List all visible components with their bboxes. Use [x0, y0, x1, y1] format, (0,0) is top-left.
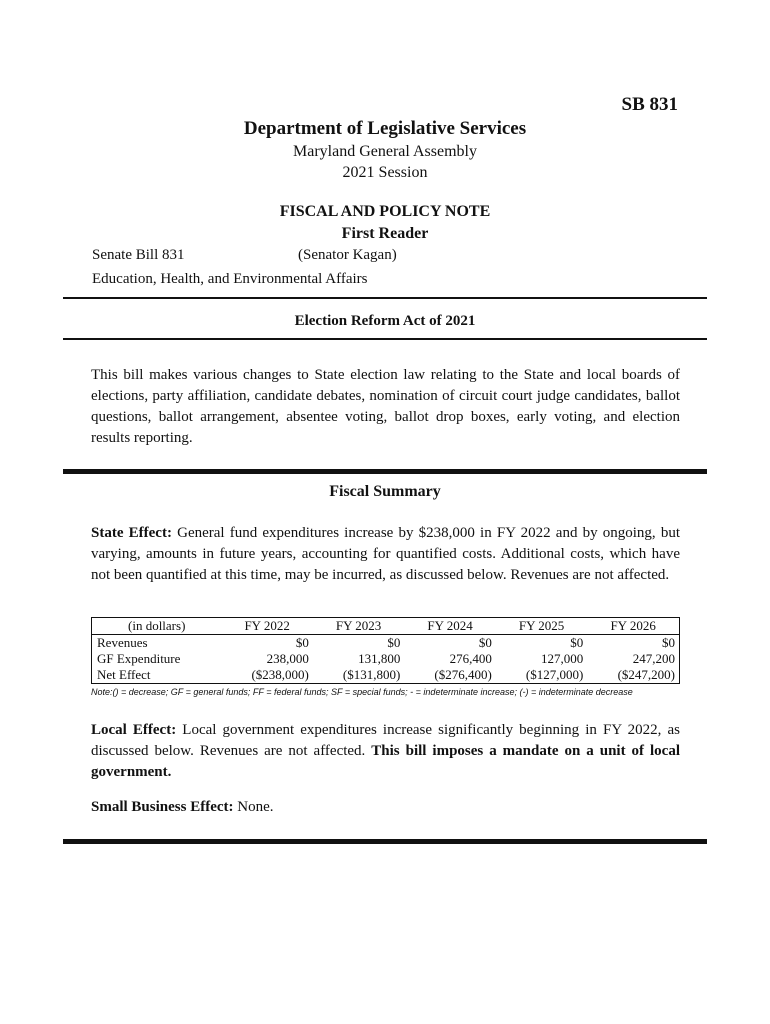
local-effect-label: Local Effect:: [91, 722, 177, 738]
table-cell: ($238,000): [251, 667, 309, 682]
table-cell: ($276,400): [434, 667, 492, 682]
fiscal-table: [91, 617, 680, 684]
table-header-row: [92, 618, 680, 635]
state-effect-text: General fund expenditures increase by $238,000 in FY 2022 and by ongoing, but varying, amounts in future years, accounting for quantified costs. Additional costs, which have not been quantified at this time, may be incurred, as discussed below. Revenues are not affected.: [91, 525, 680, 583]
table-header: FY 2025: [496, 618, 587, 635]
table-row: [92, 651, 680, 667]
table-cell: 238,000: [266, 651, 309, 666]
table-header: FY 2022: [221, 618, 312, 635]
table-cell: ($131,800): [342, 667, 401, 682]
table-cell: 127,000: [541, 651, 584, 666]
small-business-text: None.: [237, 799, 274, 815]
note-title: FISCAL AND POLICY NOTE: [279, 203, 491, 220]
local-effect: [91, 720, 680, 783]
assembly-name: Maryland General Assembly: [293, 143, 477, 160]
sponsor: (Senator Kagan): [298, 247, 397, 263]
mandate-statement: This bill imposes a mandate on a unit of local government.: [91, 743, 680, 780]
state-effect: [91, 523, 680, 586]
table-cell: $0: [570, 635, 584, 650]
row-label: Net Effect: [97, 667, 151, 682]
table-cell: 276,400: [449, 651, 492, 666]
divider-top: [63, 297, 707, 299]
act-title: Election Reform Act of 2021: [294, 313, 476, 329]
fiscal-summary-heading: Fiscal Summary: [329, 483, 441, 500]
table-cell: $0: [295, 635, 309, 650]
senate-bill-line: Senate Bill 831: [92, 247, 185, 263]
table-header: (in dollars): [92, 618, 222, 635]
divider-act: [63, 338, 707, 340]
row-label: Revenues: [97, 635, 148, 650]
local-effect-text: Local government expenditures increase significantly beginning in FY 2022, as discussed below. Revenues are not affected.: [91, 722, 680, 759]
table-row: [92, 635, 680, 652]
bill-summary: This bill makes various changes to State election law relating to the State and local boards of elections, party affiliation, candidate debates, nomination of circuit court judge candidates, ballot questions, ballot arrangement, absentee voting, ballot drop boxes, early voting, and election results reporting.: [91, 367, 680, 446]
table-cell: ($127,000): [525, 667, 584, 682]
table-cell: 247,200: [632, 651, 675, 666]
table-note: Note:() = decrease; GF = general funds; FF = federal funds; SF = special funds; - = indeterminate increase; (-) = indeterminate decrease: [91, 687, 633, 697]
table-header: FY 2024: [404, 618, 495, 635]
small-business-label: Small Business Effect:: [91, 799, 234, 815]
session-label: 2021 Session: [342, 164, 428, 181]
divider-thick-top: [63, 469, 707, 474]
table-header: FY 2023: [313, 618, 404, 635]
state-effect-label: State Effect:: [91, 525, 172, 541]
reader-label: First Reader: [341, 225, 429, 242]
divider-thick-bottom: [63, 839, 707, 844]
bill-number: SB 831: [621, 94, 678, 115]
table-header: FY 2026: [587, 618, 679, 635]
table-cell: 131,800: [358, 651, 401, 666]
table-row: [92, 667, 680, 684]
table-cell: ($247,200): [617, 667, 675, 682]
table-cell: $0: [387, 635, 401, 650]
committee: Education, Health, and Environmental Affairs: [92, 271, 368, 287]
table-cell: $0: [662, 635, 675, 650]
department-title: Department of Legislative Services: [243, 118, 527, 139]
small-business-effect: [91, 797, 680, 818]
table-cell: $0: [478, 635, 492, 650]
row-label: GF Expenditure: [97, 651, 181, 666]
